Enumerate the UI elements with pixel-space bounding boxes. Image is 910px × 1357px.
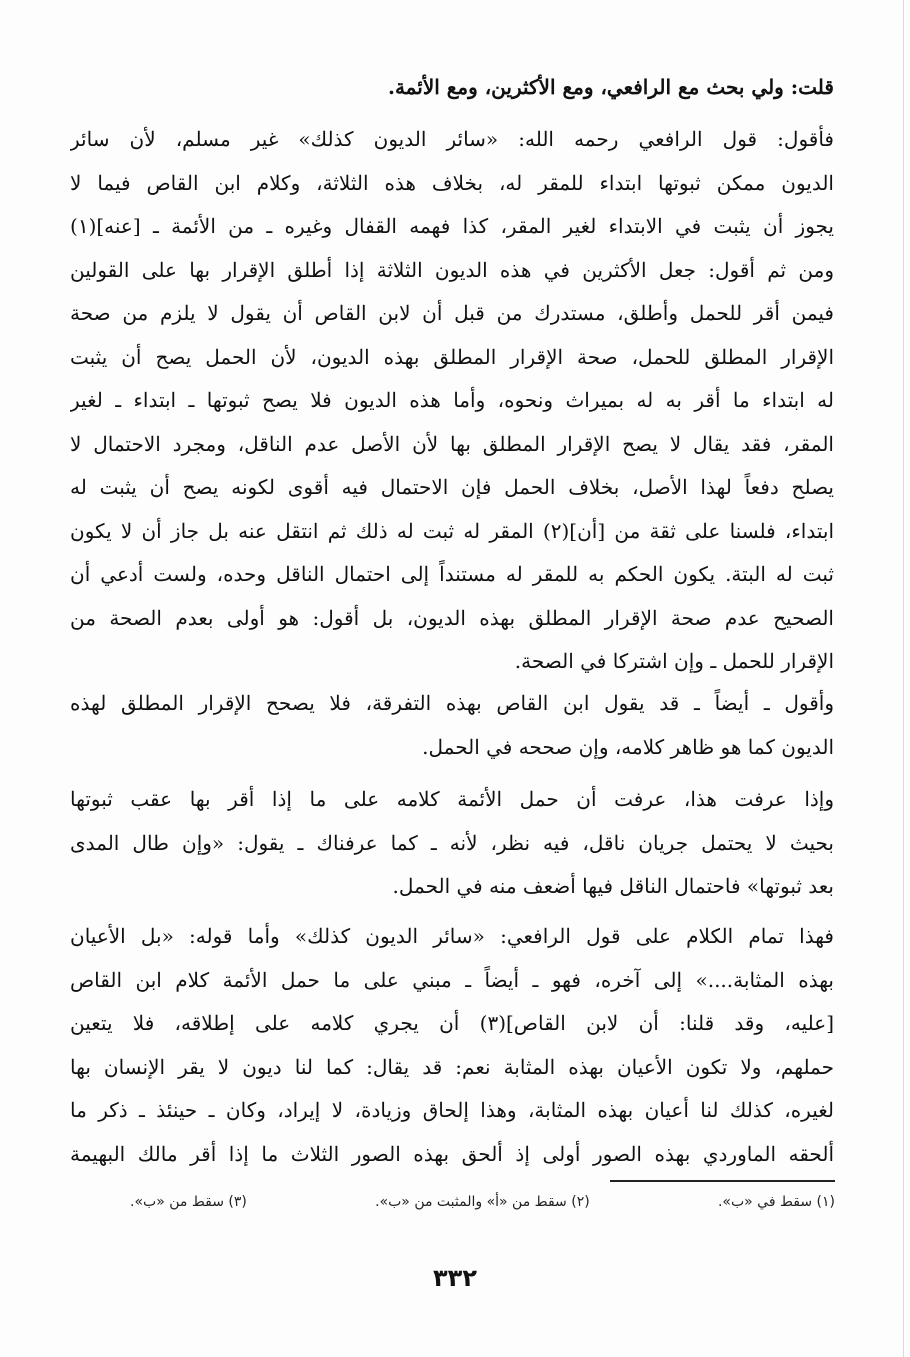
text-line: له ابتداء ما أقر به له بميراث ونحوه، وأما هذه الديون فلا يصح ثبوتها ـ ابتداء ـ لغير <box>70 388 834 412</box>
text-line: بعد ثبوتها» فاحتمال الناقل فيها أضعف منه في الحمل. <box>392 874 834 898</box>
text-line: وأقول ـ أيضاً ـ قد يقول ابن القاص بهذه التفرقة، فلا يصحح الإقرار المطلق لهذه <box>70 691 834 715</box>
paragraph-3 <box>70 682 834 769</box>
text-line: ألحقه الماوردي بهذه الصور أولى إذ ألحق بهذه الصور الثلاث ما إذا أقر مالك البهيمة <box>70 1141 834 1166</box>
text-line: ثبت له البتة. يكون الحكم به للمقر له مستنداً إلى احتمال الناقل وحده، ولست أدعي أن <box>70 562 834 586</box>
text-line: الإقرار للحمل ـ وإن اشتركا في الصحة. <box>514 649 834 673</box>
text-line: المقر، فقد يقال لا يصح الإقرار المطلق بها لأن الأصل عدم الناقل، ومجرد الاحتمال لا <box>70 431 834 456</box>
text-line: فأقول: قول الرافعي رحمه الله: «سائر الديون كذلك» غير مسلم، لأن سائر <box>70 127 834 151</box>
text-line: الصحيح عدم صحة الإقرار المطلق بهذه الديون، بل أقول: هو أولى بعدم الصحة من <box>70 605 834 630</box>
page-number: ٣٣٢ <box>433 1264 477 1292</box>
text-line: فهذا تمام الكلام على قول الرافعي: «سائر الديون كذلك» وأما قوله: «بل الأعيان <box>70 924 834 948</box>
text-line: قلت: ولي بحث مع الرافعي، ومع الأكثرين، ومع الأئمة. <box>388 75 834 99</box>
text-line: يصلح دفعاً لهذا الأصل، بخلاف الحمل فإن الاحتمال فيه أقوى لكونه يصح أن يثبت له <box>70 475 834 499</box>
footnotes <box>130 1194 835 1210</box>
text-line: الديون ممكن ثبوتها ابتداء للمقر له، بخلاف هذه الثلاثة، وكلام ابن القاص فيما لا <box>70 170 834 195</box>
text-line: بهذه المثابة....» إلى آخره، فهو ـ أيضاً ـ مبني على ما حمل الأئمة كلام ابن القاص <box>70 967 834 992</box>
text-line: فيمن أقر للحمل وأطلق، مستدرك من قبل أن لابن القاص أن يقول لا يلزم من صحة <box>70 301 834 325</box>
scan-edge-line <box>903 0 904 1357</box>
text-line: الإقرار المطلق للحمل، صحة الإقرار المطلق بهذه الديون، لأن الحمل يصح أن يثبت <box>70 344 834 369</box>
paragraph-4 <box>70 778 834 909</box>
footnote-divider <box>610 1180 835 1182</box>
paragraph-1 <box>70 66 834 110</box>
text-line: بحيث لا يحتمل جريان ناقل، فيه نظر، لأنه ـ كما عرفناك ـ يقول: «وإن طال المدى <box>70 830 834 855</box>
text-line: ابتداء، فلسنا على ثقة من [أن](٢) المقر له ثبت له ذلك ثم انتقل عنه بل جاز أن لا يكون <box>70 518 834 543</box>
paragraph-2 <box>70 118 834 684</box>
text-line: لغيره، كذلك لنا أعيان بهذه المثابة، وهذا إلحاق وزيادة، لا إيراد، وكان ـ حينئذ ـ ذكر ما <box>70 1098 834 1122</box>
footnote-1: (١) سقط في «ب». <box>717 1194 835 1210</box>
text-line: [عليه، وقد قلنا: أن لابن القاص](٣) أن يجري كلامه على إطلاقه، فلا يتعين <box>70 1011 834 1035</box>
paragraph-5 <box>70 915 834 1176</box>
text-line: يجوز أن يثبت في الابتداء لغير المقر، كذا فهمه القفال وغيره ـ من الأئمة ـ [عنه](١) <box>70 214 834 238</box>
text-line: ومن ثم أقول: جعل الأكثرين في هذه الديون الثلاثة إذا أطلق الإقرار بها على القولين <box>70 257 834 282</box>
footnote-3: (٣) سقط من «ب». <box>130 1194 247 1210</box>
text-line: وإذا عرفت هذا، عرفت أن حمل الأئمة كلامه على ما إذا أقر بها عقب ثبوتها <box>70 787 834 811</box>
footnote-2: (٢) سقط من «أ» والمثبت من «ب». <box>375 1194 590 1210</box>
text-line: الديون كما هو ظاهر كلامه، وإن صححه في الحمل. <box>422 734 834 759</box>
text-line: حملهم، ولا تكون الأعيان بهذه المثابة نعم: قد يقال: كما لنا ديون لا يقر الإنسان بها <box>70 1054 834 1079</box>
